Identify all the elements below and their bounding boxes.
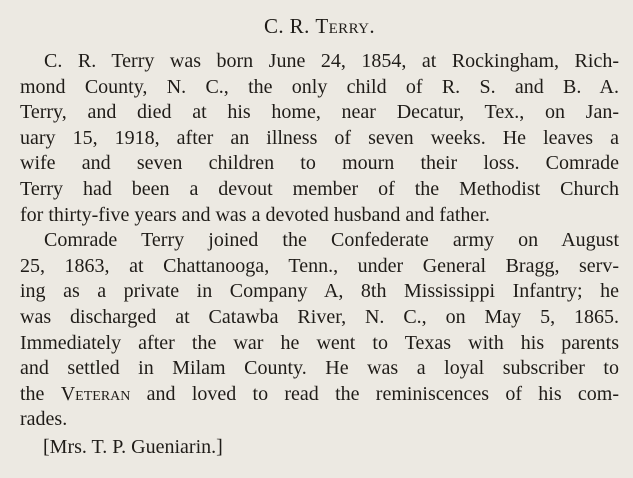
- paragraph-line: rades.: [20, 408, 68, 431]
- author-signature: [Mrs. T. P. Gueniarin.]: [43, 435, 223, 458]
- paragraph-line: Terry, and died at his home, near Decatur, Tex., on Jan-: [20, 101, 619, 124]
- paragraph-line: 25, 1863, at Chattanooga, Tenn., under General Bragg, serv-: [20, 254, 619, 277]
- paragraph-line: wife and seven children to mourn their loss. Comrade: [20, 152, 619, 175]
- title-initials: C. R.: [263, 14, 310, 38]
- title-surname: Terry.: [315, 14, 376, 38]
- paragraph-service: [20, 228, 619, 433]
- paragraph-line: Immediately after the war he went to Texas with his parents: [20, 331, 619, 354]
- paragraph-line: mond County, N. C., the only child of R. S. and B. A.: [20, 75, 619, 98]
- article-title: [20, 11, 619, 41]
- paragraph-line: Terry had been a devout member of the Methodist Church: [20, 177, 619, 200]
- paragraph-line: ing as a private in Company A, 8th Mississippi Infantry; he: [20, 280, 619, 303]
- veteran-line-before: the: [20, 382, 61, 405]
- paragraph-line-veteran: [20, 382, 619, 408]
- paragraph-line: uary 15, 1918, after an illness of seven weeks. He leaves a: [20, 126, 619, 149]
- veteran-line-after: and loved to read the reminiscences of his com-: [130, 382, 619, 405]
- paragraph-line: and settled in Milam County. He was a loyal subscriber to: [20, 357, 619, 380]
- paragraph-line: for thirty-five years and was a devoted husband and father.: [20, 203, 490, 226]
- paragraph-line: was discharged at Catawba River, N. C., on May 5, 1865.: [20, 305, 619, 328]
- paragraph-biography: [20, 49, 619, 228]
- veteran-publication-name: Veteran: [60, 382, 131, 405]
- paragraph-line: Comrade Terry joined the Confederate army on August: [44, 229, 619, 252]
- paragraph-line: C. R. Terry was born June 24, 1854, at Rockingham, Rich-: [44, 50, 619, 72]
